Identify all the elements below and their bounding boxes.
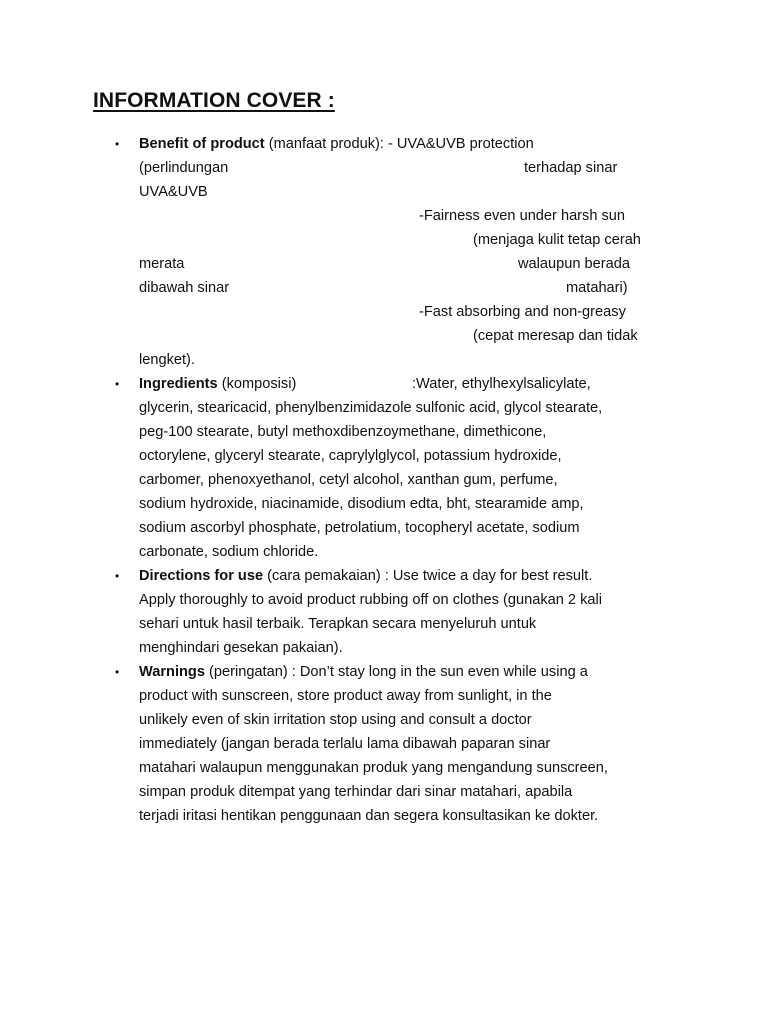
- list-item-ingredients: [115, 372, 679, 564]
- benefit-line-9-right: (cepat meresap dan tidak: [473, 328, 638, 344]
- benefit-line-4-right: -Fairness even under harsh sun: [419, 208, 626, 224]
- warnings-line: immediately (jangan berada terlalu lama dibawah paparan sinar: [139, 736, 551, 752]
- bullet-icon: •: [115, 665, 120, 679]
- ingredients-line: peg-100 stearate, butyl methoxdibenzoymethane, dimethicone,: [139, 424, 547, 440]
- directions-line: sehari untuk hasil terbaik. Terapkan secara menyeluruh untuk: [139, 616, 537, 632]
- benefit-line-2-right: terhadap sinar: [524, 160, 618, 176]
- warnings-line: unlikely even of skin irritation stop using and consult a doctor: [139, 712, 532, 728]
- warnings-line: simpan produk ditempat yang terhindar dari sinar matahari, apabila: [139, 784, 573, 800]
- benefit-line-7: [139, 276, 679, 300]
- list-item-directions: [115, 564, 679, 660]
- warnings-line: product with sunscreen, store product away from sunlight, in the: [139, 688, 552, 704]
- warnings-line-1: [139, 660, 679, 684]
- benefit-line-8-right: -Fast absorbing and non-greasy: [419, 304, 626, 320]
- benefit-line-6: [139, 252, 679, 276]
- benefit-line-5-right: (menjaga kulit tetap cerah: [473, 232, 641, 248]
- directions-heading: Directions for use: [139, 568, 264, 584]
- benefit-line-9: [139, 324, 679, 348]
- bullet-icon: •: [115, 569, 120, 583]
- bullet-icon: •: [115, 137, 120, 151]
- benefit-line-2: [139, 156, 679, 180]
- benefit-line-2-left: (perlindungan: [139, 160, 229, 176]
- ingredients-line: sodium hydroxide, niacinamide, disodium edta, bht, stearamide amp,: [139, 496, 584, 512]
- benefit-line-4: [139, 204, 679, 228]
- ingredients-line-1-mid: (komposisi): [217, 376, 297, 392]
- benefit-line-6-right: walaupun berada: [518, 256, 630, 272]
- ingredients-line-1-right: :Water, ethylhexylsalicylate,: [412, 376, 591, 392]
- benefit-line-10: lengket).: [139, 352, 195, 368]
- ingredients-line: carbonate, sodium chloride.: [139, 544, 319, 560]
- benefit-line-7-right: matahari): [566, 280, 628, 296]
- ingredients-line: octorylene, glyceryl stearate, caprylylglycol, potassium hydroxide,: [139, 448, 562, 464]
- directions-line: menghindari gesekan pakaian).: [139, 640, 343, 656]
- benefit-line-1: [139, 132, 679, 156]
- document-title: INFORMATION COVER :: [93, 89, 335, 112]
- warnings-line: terjadi iritasi hentikan penggunaan dan segera konsultasikan ke dokter.: [139, 808, 599, 824]
- ingredients-line: carbomer, phenoxyethanol, cetyl alcohol, xanthan gum, perfume,: [139, 472, 558, 488]
- benefit-line-7-left: dibawah sinar: [139, 280, 230, 296]
- list-item-warnings: [115, 660, 679, 828]
- benefit-line-6-left: merata: [139, 256, 185, 272]
- warnings-line: matahari walaupun menggunakan produk yang mengandung sunscreen,: [139, 760, 608, 776]
- list-item-benefit: [115, 132, 679, 372]
- benefit-line-3: UVA&UVB: [139, 184, 208, 200]
- warnings-line-1-text: (peringatan) : Don’t stay long in the sun even while using a: [204, 664, 588, 680]
- ingredients-line-1: [139, 372, 679, 396]
- ingredients-line: glycerin, stearicacid, phenylbenzimidazole sulfonic acid, glycol stearate,: [139, 400, 603, 416]
- info-list: [115, 132, 679, 828]
- benefit-line-5: [139, 228, 679, 252]
- benefit-line-1-text: (manfaat produk): - UVA&UVB protection: [264, 136, 534, 152]
- directions-line: Apply thoroughly to avoid product rubbing off on clothes (gunakan 2 kali: [139, 592, 602, 608]
- bullet-icon: •: [115, 377, 120, 391]
- ingredients-heading: Ingredients: [139, 376, 218, 392]
- benefit-line-8: [139, 300, 679, 324]
- benefit-heading: Benefit of product: [139, 136, 265, 152]
- directions-line-1: [139, 564, 679, 588]
- directions-line-1-text: (cara pemakaian) : Use twice a day for best result.: [263, 568, 593, 584]
- ingredients-line: sodium ascorbyl phosphate, petrolatium, tocopheryl acetate, sodium: [139, 520, 580, 536]
- warnings-heading: Warnings: [139, 664, 205, 680]
